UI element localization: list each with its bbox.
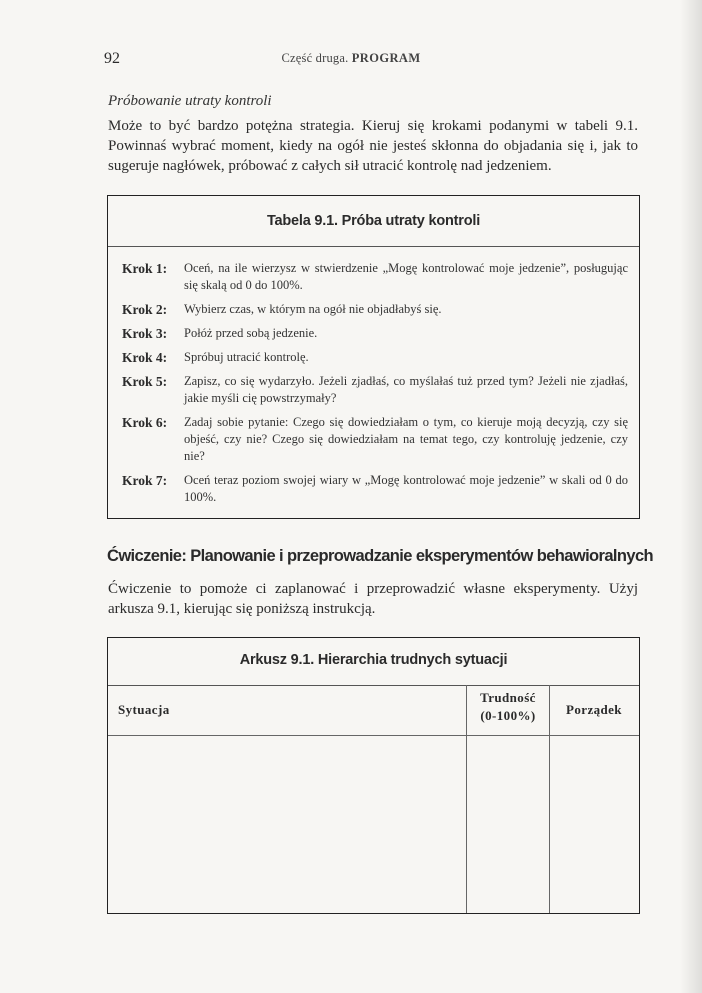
- step-text: Wybierz czas, w którym na ogół nie objadłabyś się.: [184, 302, 442, 316]
- column-header-situation: Sytuacja: [118, 702, 170, 717]
- step-item: [122, 373, 628, 407]
- running-head: [0, 51, 702, 66]
- running-head-prefix: Część druga.: [281, 51, 349, 65]
- intro-paragraph: Może to być bardzo potężna strategia. Kieruj się krokami podanymi w tabeli 9.1. Powinnaś wybrać moment, kiedy na ogół nie jesteś skłonna do objadania się i, jak to sugeruje nagłówek, próbować z całych sił utracić kontrolę nad jedzeniem.: [108, 118, 638, 174]
- step-label: Krok 6:: [122, 415, 168, 430]
- column-header-difficulty: [467, 689, 549, 725]
- difficulty-label: Trudność: [480, 690, 536, 705]
- step-text: Oceń teraz poziom swojej wiary w „Mogę kontrolować moje jedzenie” w skali od 0 do 100%.: [184, 473, 628, 504]
- step-text: Zapisz, co się wydarzyło. Jeżeli zjadłaś, co myślałaś tuż przed tym? Jeżeli nie zjadłaś, jakie myśli cię powstrzymały?: [184, 374, 628, 405]
- step-text: Spróbuj utracić kontrolę.: [184, 350, 309, 364]
- worksheet-empty-body: [108, 736, 639, 913]
- step-item: [122, 414, 628, 465]
- step-label: Krok 1:: [122, 261, 168, 276]
- section-title: Próbowanie utraty kontroli: [108, 93, 272, 109]
- exercise-heading: Ćwiczenie: Planowanie i przeprowadzanie eksperymentów behawioralnych: [107, 547, 654, 565]
- table-9-1: [107, 195, 640, 519]
- worksheet-title-divider: [108, 685, 639, 686]
- column-header-order: Porządek: [566, 702, 622, 717]
- difficulty-range: (0-100%): [480, 708, 536, 723]
- worksheet-title: Arkusz 9.1. Hierarchia trudnych sytuacji: [239, 652, 508, 668]
- step-item: [122, 301, 628, 318]
- step-item: [122, 472, 628, 506]
- step-item: [122, 349, 628, 366]
- step-text: Zadaj sobie pytanie: Czego się dowiedziałam o tym, co kieruje moją decyzją, czy się objeść, czy nie? Czego się dowiedziałam na temat tego, czy kontroluję jedzenie, czy nie?: [184, 415, 628, 463]
- step-text: Połóż przed sobą jedzenie.: [184, 326, 318, 340]
- step-label: Krok 5:: [122, 374, 168, 389]
- running-head-bold: PROGRAM: [351, 51, 421, 65]
- step-label: Krok 4:: [122, 350, 168, 365]
- table-9-1-divider: [108, 246, 639, 247]
- step-item: [122, 325, 628, 342]
- step-item: [122, 260, 628, 294]
- page-edge-shadow: [680, 0, 702, 993]
- step-label: Krok 2:: [122, 302, 168, 317]
- table-9-1-title: Tabela 9.1. Próba utraty kontroli: [266, 213, 481, 229]
- steps-list: [122, 260, 628, 513]
- step-label: Krok 3:: [122, 326, 168, 341]
- step-label: Krok 7:: [122, 473, 168, 488]
- exercise-paragraph: Ćwiczenie to pomoże ci zaplanować i przeprowadzić własne eksperymenty. Użyj arkusza 9.1, kierując się poniższą instrukcją.: [108, 581, 638, 617]
- worksheet-9-1: [107, 637, 640, 914]
- page-number: 92: [104, 50, 120, 67]
- step-text: Oceń, na ile wierzysz w stwierdzenie „Mogę kontrolować moje jedzenie”, posługując się skalą od 0 do 100%.: [184, 261, 628, 292]
